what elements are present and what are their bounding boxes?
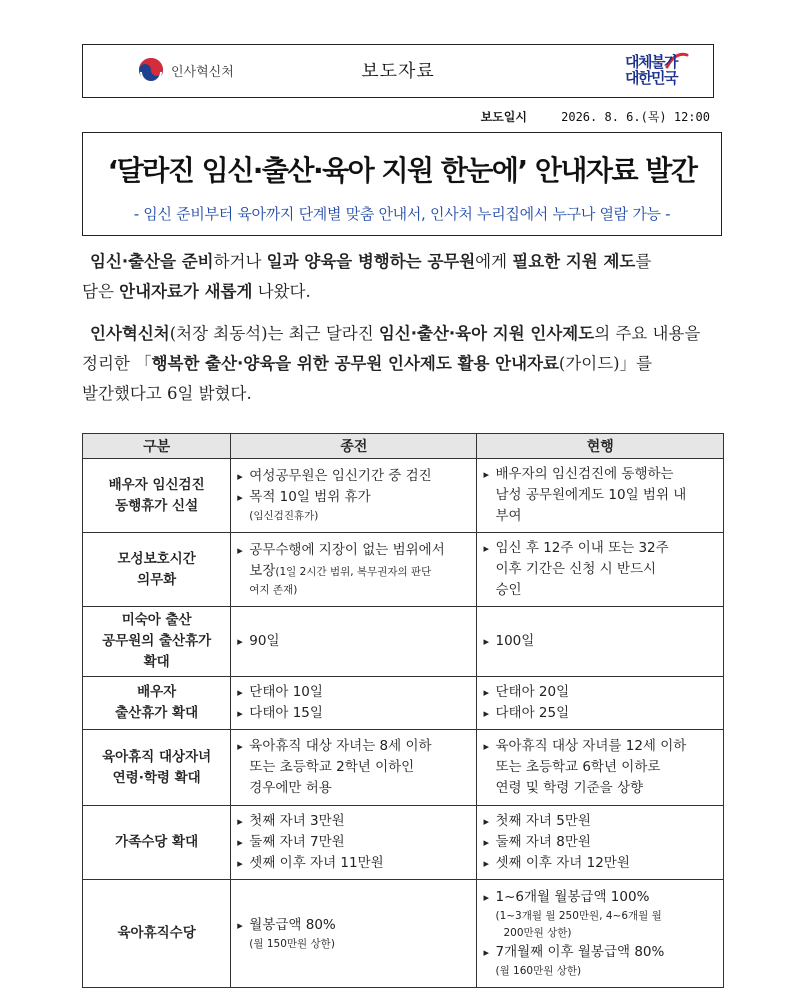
bullet-continuation <box>237 561 470 582</box>
table-row <box>83 533 724 607</box>
bullet-continuation: 경우에만 허용 <box>249 780 332 796</box>
row-category <box>83 459 231 533</box>
category-line: 미숙아 출산 <box>121 612 192 628</box>
row-category <box>83 607 231 677</box>
comparison-table <box>82 433 724 988</box>
row-current <box>477 880 724 988</box>
bullet-item: ▸ 7개월째 이후 월봉급액 80% <box>483 942 717 963</box>
p2-text-b: (처장 최동석)는 최근 달라진 <box>169 324 379 343</box>
p2-bold-a: 인사혁신처 <box>90 324 170 343</box>
row-previous <box>231 806 477 880</box>
p1-text-g: 담은 <box>82 282 120 301</box>
p2-text-h: 발간했다고 6일 밝혔다. <box>82 384 252 403</box>
note-text: (1~3개월 월 250만원, 4~6개월 월 <box>495 910 662 922</box>
bullet-item: ▸ 셋째 이후 자녀 12만원 <box>483 853 717 874</box>
bullet-item: ▸ 육아휴직 대상 자녀를 12세 이하 <box>483 736 717 757</box>
category-line: 동행휴가 신설 <box>115 497 199 514</box>
row-current <box>477 459 724 533</box>
bullet-continuation: 승인 <box>495 582 522 598</box>
note-text: (월 160만원 상한) <box>495 965 582 977</box>
header-current: 현행 <box>477 434 724 459</box>
table-row <box>83 730 724 806</box>
slogan-line1: 대체불가 <box>625 53 677 71</box>
headline-subtitle: - 임신 준비부터 육아까지 단계별 맞춤 안내서, 인사처 누리집에서 누구나 열람 가능 - <box>133 205 671 223</box>
body-paragraph-2 <box>82 319 724 409</box>
row-previous <box>231 677 477 730</box>
p2-text-g: (가이드)」를 <box>558 354 653 373</box>
note-text: (1일 2시간 범위, 복무권자의 판단 <box>275 566 432 578</box>
bullet-item: ▸ 다태아 15일 <box>237 703 470 724</box>
bullet-continuation: 이후 기간은 신청 시 반드시 <box>495 561 657 577</box>
note-text: 여지 존재) <box>249 584 298 596</box>
category-line: 육아휴직수당 <box>117 925 196 941</box>
row-category <box>83 880 231 988</box>
category-line: 출산휴가 확대 <box>115 705 199 721</box>
bullet-item: ▸ 배우자의 임신검진에 동행하는 <box>483 464 717 485</box>
slogan-logo <box>619 51 691 93</box>
p1-bold-a: 임신·출산을 준비 <box>90 252 214 271</box>
press-date-value: 2026. 8. 6.(목) 12:00 <box>561 110 710 124</box>
row-current <box>477 677 724 730</box>
bullet-cont-text: 목적 10일 범위 휴가 <box>249 489 371 505</box>
p2-bold-c: 임신·출산·육아 지원 인사제도 <box>378 324 595 343</box>
bullet-item: ▸ 단태아 20일 <box>483 682 717 703</box>
header-previous: 종전 <box>231 434 477 459</box>
note-text: (임신검진휴가) <box>249 510 319 522</box>
category-line: 배우자 <box>137 684 177 700</box>
header-box <box>82 44 714 98</box>
row-category <box>83 533 231 607</box>
category-line: 의무화 <box>137 571 177 588</box>
p1-bold-h: 안내자료가 새롭게 <box>119 282 253 301</box>
bullet-item: ▸ 1~6개월 월봉급액 100% <box>483 887 717 908</box>
org-name: 인사혁신처 <box>171 64 234 80</box>
category-line: 육아휴직 대상자녀 <box>102 748 212 765</box>
p1-text-b: 하거나 <box>213 252 267 271</box>
p1-bold-e: 필요한 지원 제도 <box>512 252 636 271</box>
row-current <box>477 533 724 607</box>
table-row <box>83 677 724 730</box>
bullet-item: ▸ 육아휴직 대상 자녀는 8세 이하 <box>237 736 470 757</box>
p2-bold-f: 행복한 출산·양육을 위한 공무원 인사제도 활용 안내자료 <box>151 354 559 373</box>
row-previous <box>231 880 477 988</box>
bullet-item: ▸ 첫째 자녀 5만원 <box>483 811 717 832</box>
category-line: 가족수당 확대 <box>115 834 199 850</box>
table-row <box>83 880 724 988</box>
category-line: 연령·학령 확대 <box>112 769 201 786</box>
bullet-continuation: 남성 공무원에게도 10일 범위 내 <box>495 487 687 503</box>
category-line: 공무원의 출산휴가 <box>102 633 212 649</box>
row-current <box>477 730 724 806</box>
p2-text-d: 의 주요 내용을 <box>594 324 701 343</box>
bullet-item: ▸ 첫째 자녀 3만원 <box>237 811 470 832</box>
bullet-item: ▸ 월봉급액 80% <box>237 915 470 936</box>
p1-text-i: 나왔다. <box>252 282 311 301</box>
note-text: 200만원 상한) <box>503 927 572 939</box>
category-line: 배우자 임신검진 <box>108 476 205 493</box>
p1-bold-c: 일과 양육을 병행하는 공무원 <box>266 252 476 271</box>
bullet-continuation: 연령 및 학령 기준을 상향 <box>495 780 644 796</box>
bullet-item: ▸ 임신 후 12주 이내 또는 32주 <box>483 538 717 559</box>
bullet-item: ▸ 단태아 10일 <box>237 682 470 703</box>
table-header-row <box>83 434 724 459</box>
press-date-label: 보도일시 <box>480 110 527 124</box>
doc-type: 보도자료 <box>361 61 435 82</box>
bullet-item: ▸ 90일 <box>237 631 470 652</box>
headline-title: ‘달라진 임신·출산·육아 지원 한눈에’ 안내자료 발간 <box>107 154 697 187</box>
header-category: 구분 <box>83 434 231 459</box>
row-previous <box>231 730 477 806</box>
bullet-continuation <box>237 487 470 508</box>
bullet-continuation: 부여 <box>495 508 522 524</box>
row-previous <box>231 533 477 607</box>
row-category <box>83 730 231 806</box>
bullet-item: ▸ 둘째 자녀 8만원 <box>483 832 717 853</box>
bullet-item: ▸ 다태아 25일 <box>483 703 717 724</box>
p1-text-f: 를 <box>635 252 652 271</box>
row-category <box>83 806 231 880</box>
category-line: 확대 <box>143 654 170 670</box>
row-previous <box>231 459 477 533</box>
bullet-item: ▸ 둘째 자녀 7만원 <box>237 832 470 853</box>
p2-text-e: 정리한 「 <box>82 354 152 373</box>
slogan-line2: 대한민국 <box>625 69 677 87</box>
table-row <box>83 806 724 880</box>
bullet-item: ▸ 100일 <box>483 631 717 652</box>
headline-box <box>82 132 722 236</box>
body-paragraph-1 <box>82 247 724 307</box>
bullet-item: ▸ 셋째 이후 자녀 11만원 <box>237 853 470 874</box>
bullet-item: ▸ 여성공무원은 임신기간 중 검진 <box>237 466 470 487</box>
row-current <box>477 607 724 677</box>
note-text: (월 150만원 상한) <box>249 937 335 950</box>
category-line: 모성보호시간 <box>117 550 196 567</box>
row-previous <box>231 607 477 677</box>
bullet-continuation: 또는 초등학교 6학년 이하로 <box>495 759 661 775</box>
table-row <box>83 607 724 677</box>
press-date <box>481 108 710 125</box>
bullet-item: ▸ 공무수행에 지장이 없는 범위에서 <box>237 540 470 561</box>
row-category <box>83 677 231 730</box>
bullet-cont-text: 보장 <box>249 563 276 579</box>
p1-text-d: 에게 <box>475 252 513 271</box>
row-current <box>477 806 724 880</box>
bullet-continuation: 또는 초등학교 2학년 이하인 <box>249 759 415 775</box>
table-row <box>83 459 724 533</box>
